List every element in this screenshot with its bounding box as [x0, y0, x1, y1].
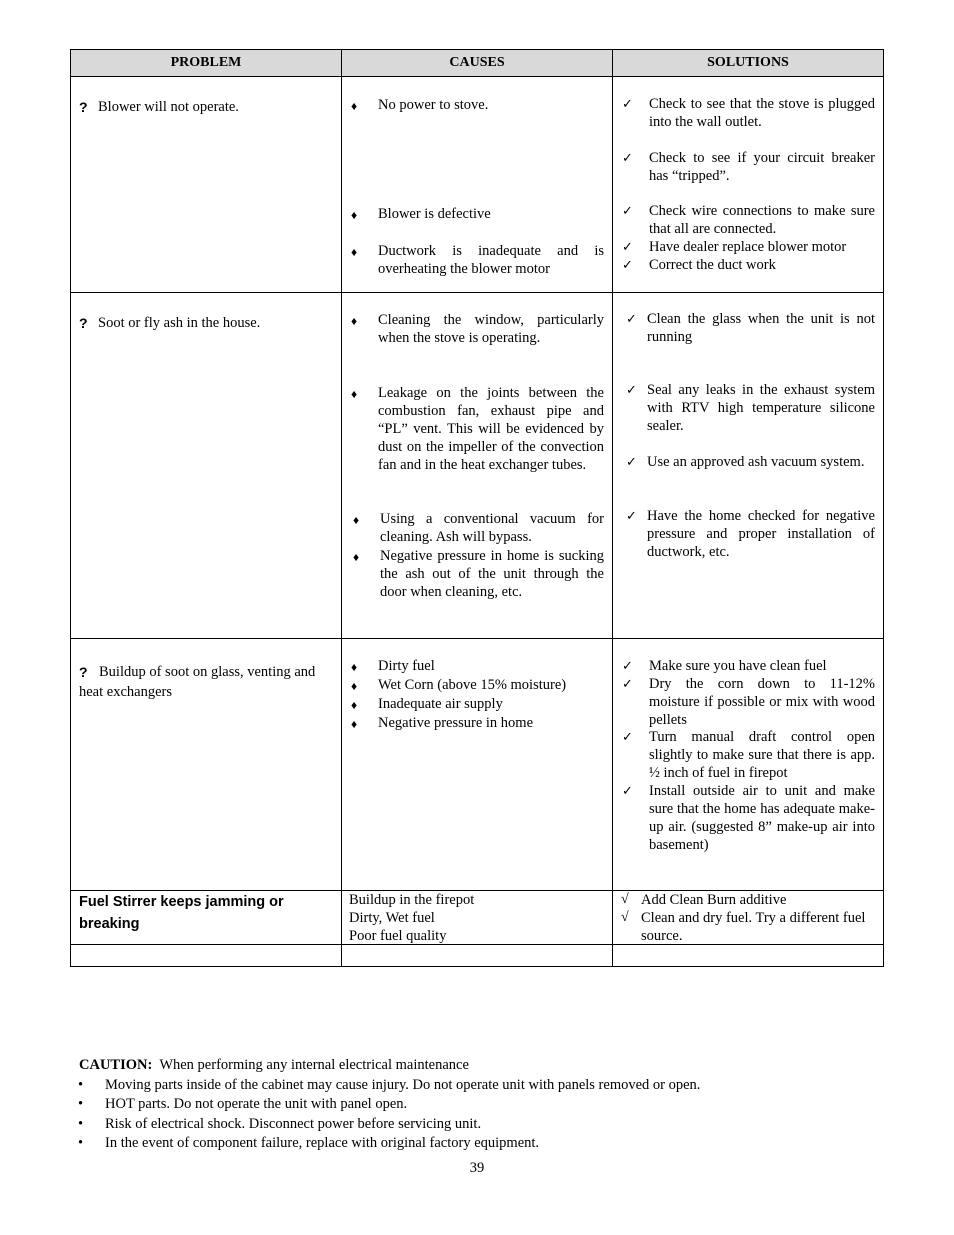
- solution-item: Use an approved ash vacuum system.: [647, 454, 865, 470]
- cause-item: Dirty fuel: [378, 658, 435, 674]
- diamond-icon: ♦: [353, 513, 360, 527]
- checkmark-icon: ✓: [622, 676, 633, 691]
- cause-item: No power to stove.: [378, 97, 489, 113]
- diamond-icon: ♦: [351, 99, 358, 113]
- solution-item: Have the home checked for negative pressure and proper installation of ductwork, etc.: [647, 508, 875, 560]
- checkmark-icon: ✓: [626, 454, 637, 469]
- cause-item: Cleaning the window, particularly when the stove is operating.: [378, 312, 604, 346]
- problem-text: Soot or fly ash in the house.: [98, 315, 261, 331]
- cause-item: Using a conventional vacuum for cleaning. Ash will bypass.: [380, 511, 604, 545]
- empty-cell: [613, 945, 884, 967]
- sqrt-check-icon: √: [621, 910, 629, 925]
- causes-cell: [342, 293, 613, 639]
- header-solutions: SOLUTIONS: [613, 50, 884, 77]
- cause-item: Blower is defective: [378, 206, 491, 222]
- header-problem: PROBLEM: [71, 50, 342, 77]
- solution-item: Add Clean Burn additive: [641, 892, 787, 908]
- checkmark-icon: ✓: [622, 150, 633, 165]
- solution-item: Check to see if your circuit breaker has “tripped”.: [649, 150, 875, 184]
- caution-bullet-text: Moving parts inside of the cabinet may cause injury. Do not operate unit with panels removed or open.: [105, 1076, 701, 1093]
- solution-item: Clean and dry fuel. Try a different fuel source.: [641, 910, 866, 944]
- table-row: [71, 77, 884, 293]
- problem-cell: [71, 891, 342, 945]
- cause-item: Poor fuel quality: [349, 928, 447, 944]
- caution-bullet-text: Risk of electrical shock. Disconnect power before servicing unit.: [105, 1115, 482, 1132]
- diamond-icon: ♦: [351, 314, 358, 328]
- table-header-row: [71, 50, 884, 77]
- bullet-icon: •: [78, 1135, 84, 1151]
- diamond-icon: ♦: [351, 679, 358, 693]
- solution-item: Dry the corn down to 11-12% moisture if possible or mix with wood pellets: [649, 676, 875, 728]
- problem-cell: [71, 293, 342, 639]
- solution-item: Make sure you have clean fuel: [649, 658, 827, 674]
- solution-item: Seal any leaks in the exhaust system with RTV high temperature silicone sealer.: [647, 382, 875, 434]
- bullet-icon: •: [78, 1096, 84, 1112]
- diamond-icon: ♦: [351, 387, 358, 401]
- solution-item: Clean the glass when the unit is not running: [647, 311, 875, 345]
- list-item: [78, 1134, 879, 1154]
- table-row-empty: [71, 945, 884, 967]
- cause-item: Ductwork is inadequate and is overheating the blower motor: [378, 243, 604, 277]
- solutions-cell: [613, 293, 884, 639]
- empty-cell: [71, 945, 342, 967]
- caution-text: When performing any internal electrical maintenance: [159, 1057, 469, 1073]
- checkmark-icon: ✓: [626, 382, 637, 397]
- list-item: [78, 1076, 879, 1096]
- caution-section: [79, 1056, 879, 1154]
- question-mark-icon: ?: [79, 99, 88, 115]
- checkmark-icon: ✓: [622, 203, 633, 218]
- solution-item: Check wire connections to make sure that all are connected.: [649, 203, 875, 237]
- solution-item: Turn manual draft control open slightly to make sure that there is app. ½ inch of fuel in firepot: [649, 729, 875, 781]
- solution-item: Install outside air to unit and make sure that the home has adequate make-up air. (suggested 8” make-up air into basement): [649, 783, 875, 853]
- problem-cell: [71, 77, 342, 293]
- checkmark-icon: ✓: [622, 96, 633, 111]
- caution-list: [78, 1076, 879, 1154]
- caution-label: CAUTION:: [79, 1057, 153, 1073]
- diamond-icon: ♦: [353, 550, 360, 564]
- empty-cell: [342, 945, 613, 967]
- diamond-icon: ♦: [351, 660, 358, 674]
- checkmark-icon: ✓: [622, 783, 633, 798]
- cause-item: Negative pressure in home: [378, 715, 534, 731]
- cause-item: Inadequate air supply: [378, 696, 503, 712]
- checkmark-icon: ✓: [622, 658, 633, 673]
- question-mark-icon: ?: [79, 664, 88, 680]
- problem-text: Blower will not operate.: [98, 99, 239, 115]
- causes-cell: [342, 891, 613, 945]
- header-causes: CAUSES: [342, 50, 613, 77]
- page-number: 39: [469, 1160, 485, 1176]
- caution-heading: [79, 1056, 879, 1076]
- problem-text: Buildup of soot on glass, venting and heat exchangers: [79, 664, 316, 700]
- table-row: [71, 639, 884, 891]
- cause-item: Buildup in the firepot: [349, 892, 475, 908]
- solution-item: Have dealer replace blower motor: [649, 239, 847, 255]
- checkmark-icon: ✓: [622, 257, 633, 272]
- troubleshooting-table: [70, 49, 884, 967]
- sqrt-check-icon: √: [621, 892, 629, 907]
- caution-bullet-text: In the event of component failure, replace with original factory equipment.: [105, 1135, 540, 1151]
- list-item: [78, 1115, 879, 1135]
- table-row: [71, 891, 884, 945]
- problem-cell: [71, 639, 342, 891]
- causes-cell: [342, 77, 613, 293]
- solutions-cell: [613, 891, 884, 945]
- diamond-icon: ♦: [351, 717, 358, 731]
- causes-cell: [342, 639, 613, 891]
- checkmark-icon: ✓: [626, 311, 637, 326]
- diamond-icon: ♦: [351, 208, 358, 222]
- problem-text: Fuel Stirrer keeps jamming or breaking: [79, 894, 284, 932]
- list-item: [78, 1095, 879, 1115]
- cause-item: Dirty, Wet fuel: [349, 910, 435, 926]
- checkmark-icon: ✓: [626, 508, 637, 523]
- solutions-cell: [613, 639, 884, 891]
- table-row: [71, 293, 884, 639]
- caution-bullet-text: HOT parts. Do not operate the unit with panel open.: [105, 1096, 408, 1112]
- checkmark-icon: ✓: [622, 729, 633, 744]
- cause-item: Wet Corn (above 15% moisture): [378, 677, 567, 693]
- cause-item: Negative pressure in home is sucking the ash out of the unit through the door when cleaning, etc.: [380, 548, 604, 600]
- question-mark-icon: ?: [79, 315, 88, 331]
- diamond-icon: ♦: [351, 245, 358, 259]
- solution-item: Correct the duct work: [649, 257, 776, 273]
- solution-item: Check to see that the stove is plugged into the wall outlet.: [649, 96, 875, 130]
- checkmark-icon: ✓: [622, 239, 633, 254]
- bullet-icon: •: [78, 1115, 84, 1132]
- bullet-icon: •: [78, 1076, 84, 1093]
- solutions-cell: [613, 77, 884, 293]
- diamond-icon: ♦: [351, 698, 358, 712]
- cause-item: Leakage on the joints between the combustion fan, exhaust pipe and “PL” vent. This will be evidenced by dust on the impeller of the convection fan and in the heat exchanger tubes.: [378, 385, 604, 473]
